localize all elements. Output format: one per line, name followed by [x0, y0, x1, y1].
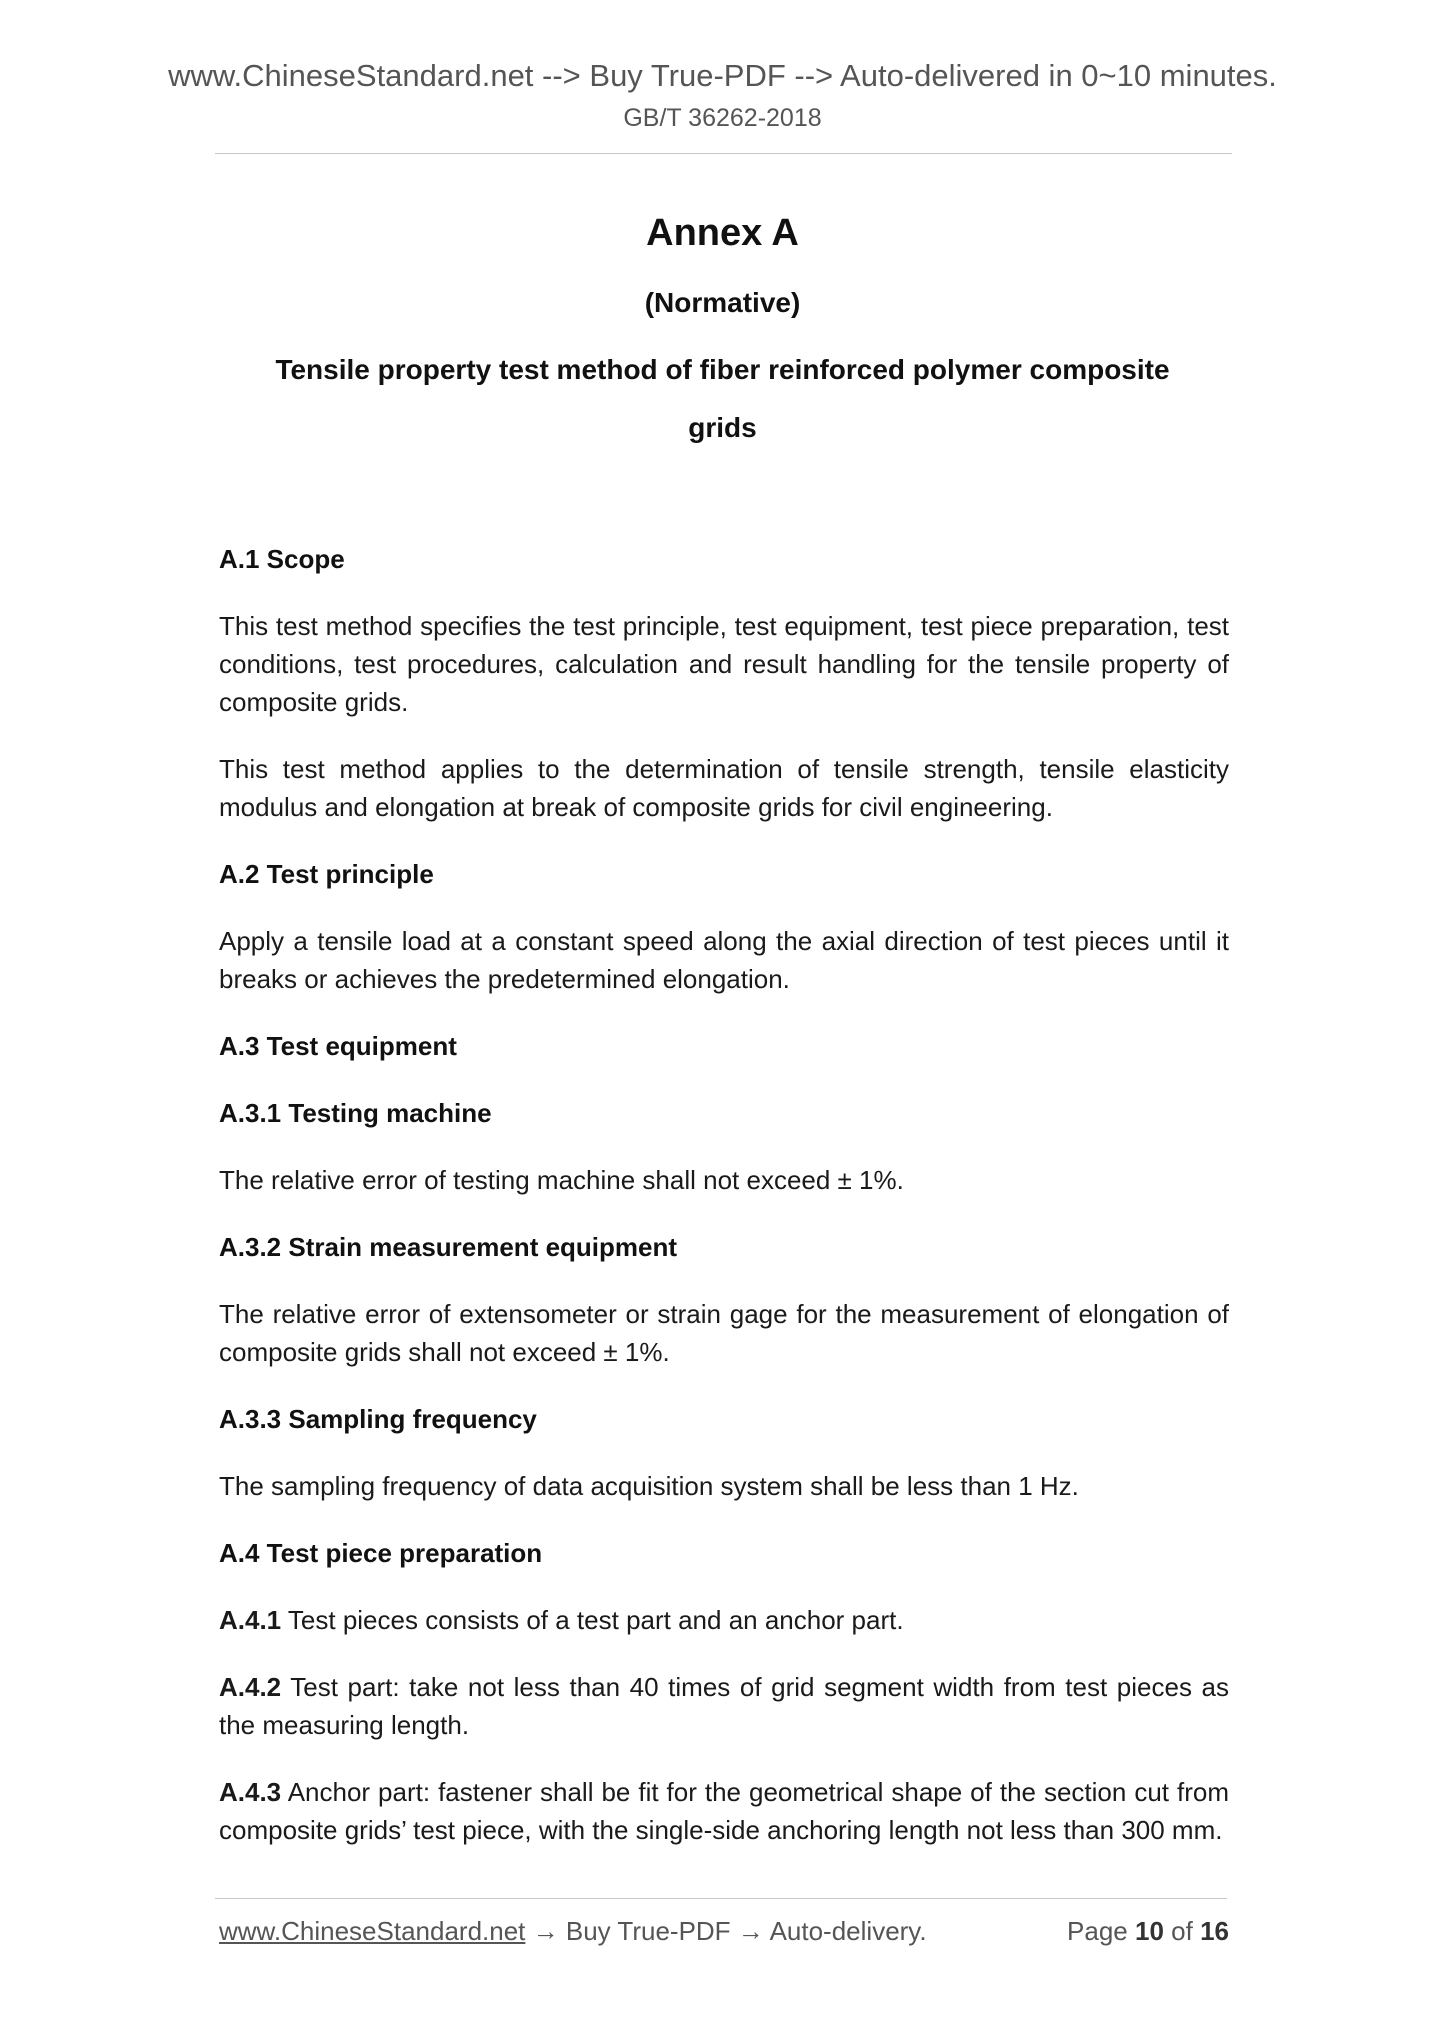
- clause-number: A.4.2: [219, 1672, 282, 1702]
- annex-subtitle: Tensile property test method of fiber reinforced polymer composite grids: [275, 354, 1170, 443]
- header-standard-code: GB/T 36262-2018: [623, 104, 822, 132]
- clause-a41: [219, 1601, 1229, 1639]
- paragraph-a33-1: The sampling frequency of data acquisition system shall be less than 1 Hz.: [219, 1471, 1079, 1501]
- section-heading-a2: A.2 Test principle: [219, 859, 434, 889]
- page-of: of: [1171, 1916, 1193, 1946]
- section-heading-a32: A.3.2 Strain measurement equipment: [219, 1232, 678, 1262]
- clause-text: Test pieces consists of a test part and an anchor part.: [281, 1605, 904, 1635]
- section-heading-a31: A.3.1 Testing machine: [219, 1098, 492, 1128]
- document-body: [219, 540, 1229, 1878]
- paragraph-a32-1: The relative error of extensometer or strain gage for the measurement of elongation of composite grids shall not exceed ± 1%.: [219, 1299, 1229, 1367]
- footer-promo: [219, 1916, 927, 1947]
- section-heading-a3: A.3 Test equipment: [219, 1031, 457, 1061]
- clause-number: A.4.1: [219, 1605, 282, 1635]
- section-heading-a33: A.3.3 Sampling frequency: [219, 1404, 537, 1434]
- paragraph-a1-1: This test method specifies the test principle, test equipment, test piece preparation, test conditions, test procedures, calculation and result handling for the tensile property of composite grids.: [219, 611, 1229, 717]
- header-url-line: www.ChineseStandard.net --> Buy True-PDF --> Auto-delivered in 0~10 minutes.: [168, 58, 1277, 93]
- clause-text: Test part: take not less than 40 times of grid segment width from test pieces as the measuring length.: [219, 1672, 1229, 1740]
- annex-title: Annex A: [646, 212, 799, 254]
- footer-website-link[interactable]: www.ChineseStandard.net: [219, 1916, 526, 1946]
- footer-tagline: → Buy True-PDF → Auto-delivery.: [525, 1916, 927, 1946]
- paragraph-a31-1: The relative error of testing machine shall not exceed ± 1%.: [219, 1165, 904, 1195]
- paragraph-a1-2: This test method applies to the determination of tensile strength, tensile elasticity modulus and elongation at break of composite grids for civil engineering.: [219, 754, 1229, 822]
- clause-number: A.4.3: [219, 1777, 282, 1807]
- annex-type: (Normative): [644, 287, 801, 318]
- page-current: 10: [1135, 1916, 1164, 1946]
- header-divider: [215, 153, 1232, 154]
- page-number: [1067, 1916, 1229, 1947]
- section-heading-a4: A.4 Test piece preparation: [219, 1538, 543, 1568]
- clause-a42: [219, 1668, 1229, 1744]
- clause-text: Anchor part: fastener shall be fit for the geometrical shape of the section cut from composite grids’ test piece, with the single-side anchoring length not less than 300 mm.: [219, 1777, 1229, 1845]
- page-label: Page: [1067, 1916, 1128, 1946]
- section-heading-a1: A.1 Scope: [219, 544, 345, 574]
- footer-divider: [215, 1898, 1227, 1899]
- paragraph-a2-1: Apply a tensile load at a constant speed along the axial direction of test pieces until it breaks or achieves the predetermined elongation.: [219, 926, 1229, 994]
- page-total: 16: [1200, 1916, 1229, 1946]
- clause-a43: [219, 1773, 1229, 1849]
